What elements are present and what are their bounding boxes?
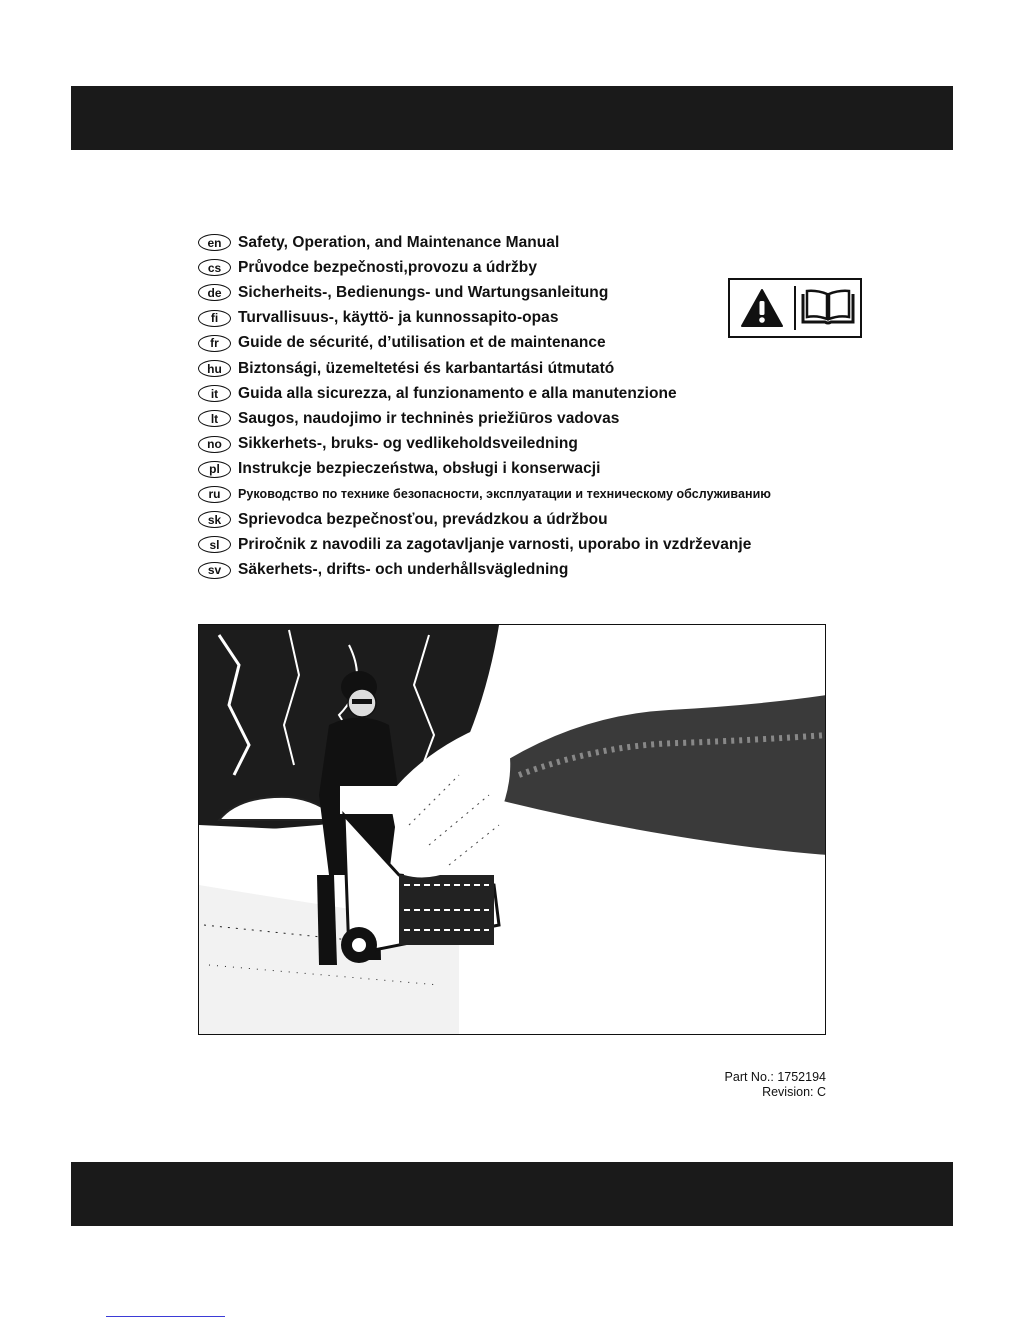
language-code-badge: pl — [198, 461, 231, 478]
language-row-en — [198, 230, 898, 255]
manual-title: Instrukcje bezpieczeństwa, obsługi i konserwacji — [238, 460, 601, 478]
language-code-badge: sl — [198, 536, 231, 553]
manual-title: Průvodce bezpečnosti,provozu a údržby — [238, 258, 537, 276]
manual-title: Turvallisuus-, käyttö- ja kunnossapito-opas — [238, 309, 559, 327]
language-row-ru — [198, 482, 898, 507]
manual-title: Guida alla sicurezza, al funzionamento e alla manutenzione — [238, 384, 677, 402]
language-row-pl — [198, 457, 898, 482]
language-code-badge: no — [198, 436, 231, 453]
read-manual-pictogram — [728, 278, 862, 338]
footer-link-underline[interactable] — [106, 1316, 225, 1317]
manual-title: Saugos, naudojimo ir techninės priežiūros vadovas — [238, 409, 620, 427]
language-row-sv — [198, 557, 898, 582]
manual-title: Biztonsági, üzemeltetési és karbantartási útmutató — [238, 359, 615, 377]
language-row-lt — [198, 406, 898, 431]
language-code-badge: it — [198, 385, 231, 402]
manual-title: Safety, Operation, and Maintenance Manual — [238, 233, 560, 251]
manual-title: Sprievodca bezpečnosťou, prevádzkou a údržbou — [238, 510, 608, 528]
language-row-sl — [198, 532, 898, 557]
language-code-badge: ru — [198, 486, 231, 503]
revision: Revision: C — [762, 1085, 826, 1099]
language-code-badge: de — [198, 284, 231, 301]
language-code-badge: en — [198, 234, 231, 251]
language-row-sk — [198, 507, 898, 532]
manual-title: Sicherheits-, Bedienungs- und Wartungsanleitung — [238, 283, 609, 301]
header-bar — [71, 86, 953, 150]
language-code-badge: fr — [198, 335, 231, 352]
manual-title: Priročnik z navodili za zagotavljanje varnosti, uporabo in vzdrževanje — [238, 535, 752, 553]
language-code-badge: lt — [198, 410, 231, 427]
language-code-badge: hu — [198, 360, 231, 377]
part-info — [725, 1070, 826, 1100]
manual-book-icon — [796, 280, 860, 336]
language-row-no — [198, 432, 898, 457]
part-number: Part No.: 1752194 — [724, 1070, 826, 1084]
snowblower-operator-photo — [198, 624, 826, 1035]
language-code-badge: fi — [198, 310, 231, 327]
manual-title: Guide de sécurité, d’utilisation et de maintenance — [238, 334, 606, 352]
language-row-hu — [198, 356, 898, 381]
language-row-it — [198, 381, 898, 406]
manual-title: Sikkerhets-, bruks- og vedlikeholdsveiledning — [238, 435, 578, 453]
language-row-cs — [198, 255, 898, 280]
footer-bar — [71, 1162, 953, 1226]
manual-title: Руководство по технике безопасности, эксплуатации и техническому обслуживанию — [238, 487, 772, 502]
manual-title: Säkerhets-, drifts- och underhållsvägledning — [238, 561, 569, 579]
language-code-badge: sk — [198, 511, 231, 528]
language-code-badge: sv — [198, 562, 231, 579]
language-code-badge: cs — [198, 259, 231, 276]
warning-icon — [730, 280, 794, 336]
